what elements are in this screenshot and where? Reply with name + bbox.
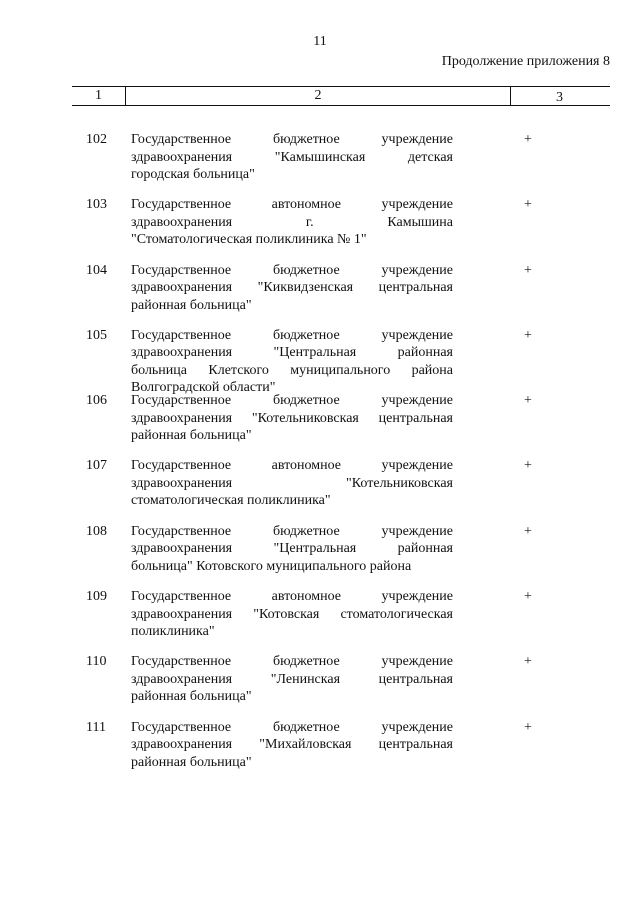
institution-name-line: районная больница" <box>131 428 252 444</box>
institution-name <box>131 131 453 184</box>
institution-name <box>131 327 453 397</box>
plus-mark: + <box>524 393 532 409</box>
institution-name-line: здравоохранения "Михайловская центральная <box>131 737 453 753</box>
institution-name-line: районная больница" <box>131 689 252 705</box>
row-number: 108 <box>86 523 107 539</box>
plus-mark: + <box>524 719 532 735</box>
institution-name <box>131 392 453 445</box>
institution-name-line: "Стоматологическая поликлиника № 1" <box>131 232 367 248</box>
institution-name <box>131 196 453 249</box>
institution-name-line: здравоохранения "Котельниковская <box>131 475 453 491</box>
plus-mark: + <box>524 197 532 213</box>
row-number: 107 <box>86 458 107 474</box>
institution-name-line: Государственное бюджетное учреждение <box>131 393 453 409</box>
institution-name-line: здравоохранения "Центральная районная <box>131 345 453 361</box>
plus-mark: + <box>524 262 532 278</box>
table-row <box>0 131 640 196</box>
row-number: 111 <box>86 719 106 735</box>
table-row <box>0 653 640 718</box>
row-number: 106 <box>86 393 107 409</box>
institution-name-line: поликлиника" <box>131 624 215 640</box>
institution-name-line: Государственное бюджетное учреждение <box>131 262 453 278</box>
institution-name-line: здравоохранения "Котовская стоматологическая <box>131 606 453 622</box>
table-row <box>0 523 640 588</box>
row-number: 109 <box>86 589 107 605</box>
institution-name-line: больница Клетского муниципального района <box>131 362 453 378</box>
institution-name-line: здравоохранения "Ленинская центральная <box>131 671 453 687</box>
table-row <box>0 262 640 327</box>
plus-mark: + <box>524 523 532 539</box>
appendix-continuation-note: Продолжение приложения 8 <box>441 54 610 69</box>
institution-name <box>131 653 453 706</box>
institution-name-line: Государственное автономное учреждение <box>131 197 453 213</box>
table-row <box>0 719 640 784</box>
plus-mark: + <box>524 589 532 605</box>
table-row <box>0 196 640 261</box>
institution-name <box>131 262 453 315</box>
institution-name-line: Волгоградской области" <box>131 380 276 396</box>
institution-name-line: Государственное бюджетное учреждение <box>131 132 453 147</box>
plus-mark: + <box>524 132 532 147</box>
plus-mark: + <box>524 327 532 343</box>
table-row <box>0 588 640 653</box>
header-col-3: 3 <box>556 90 563 105</box>
page-number: 11 <box>313 34 327 49</box>
row-number: 102 <box>86 132 107 147</box>
institution-name <box>131 523 453 576</box>
plus-mark: + <box>524 654 532 670</box>
institution-name-line: Государственное бюджетное учреждение <box>131 523 453 539</box>
institution-name-line: здравоохранения "Центральная районная <box>131 541 453 557</box>
table-row <box>0 392 640 457</box>
plus-mark: + <box>524 458 532 474</box>
institution-name-line: Государственное автономное учреждение <box>131 589 453 605</box>
header-col-2: 2 <box>125 87 511 105</box>
institution-name <box>131 719 453 772</box>
table-body <box>0 131 640 784</box>
institution-name-line: Государственное бюджетное учреждение <box>131 327 453 343</box>
institution-name-line: стоматологическая поликлиника" <box>131 493 331 509</box>
row-number: 105 <box>86 327 107 343</box>
institution-name-line: больница" Котовского муниципального района <box>131 558 412 574</box>
institution-name <box>131 457 453 510</box>
institution-name-line: здравоохранения "Котельниковская центральная <box>131 410 453 426</box>
institution-name-line: здравоохранения г. Камышина <box>131 214 453 230</box>
row-number: 110 <box>86 654 107 670</box>
table-row <box>0 457 640 522</box>
institution-name-line: районная больница" <box>131 754 252 770</box>
institution-name-line: Государственное автономное учреждение <box>131 458 453 474</box>
institution-name-line: здравоохранения "Камышинская детская <box>131 149 453 165</box>
header-col-1: 1 <box>95 88 102 103</box>
institution-name-line: Государственное бюджетное учреждение <box>131 654 453 670</box>
table-header <box>72 86 610 106</box>
row-number: 103 <box>86 197 107 213</box>
row-number: 104 <box>86 262 107 278</box>
institution-name-line: Государственное бюджетное учреждение <box>131 719 453 735</box>
institution-name-line: здравоохранения "Киквидзенская центральная <box>131 280 453 296</box>
institution-name-line: городская больница" <box>131 167 255 182</box>
institution-name-line: районная больница" <box>131 297 252 313</box>
table-row <box>0 327 640 396</box>
institution-name <box>131 588 453 641</box>
